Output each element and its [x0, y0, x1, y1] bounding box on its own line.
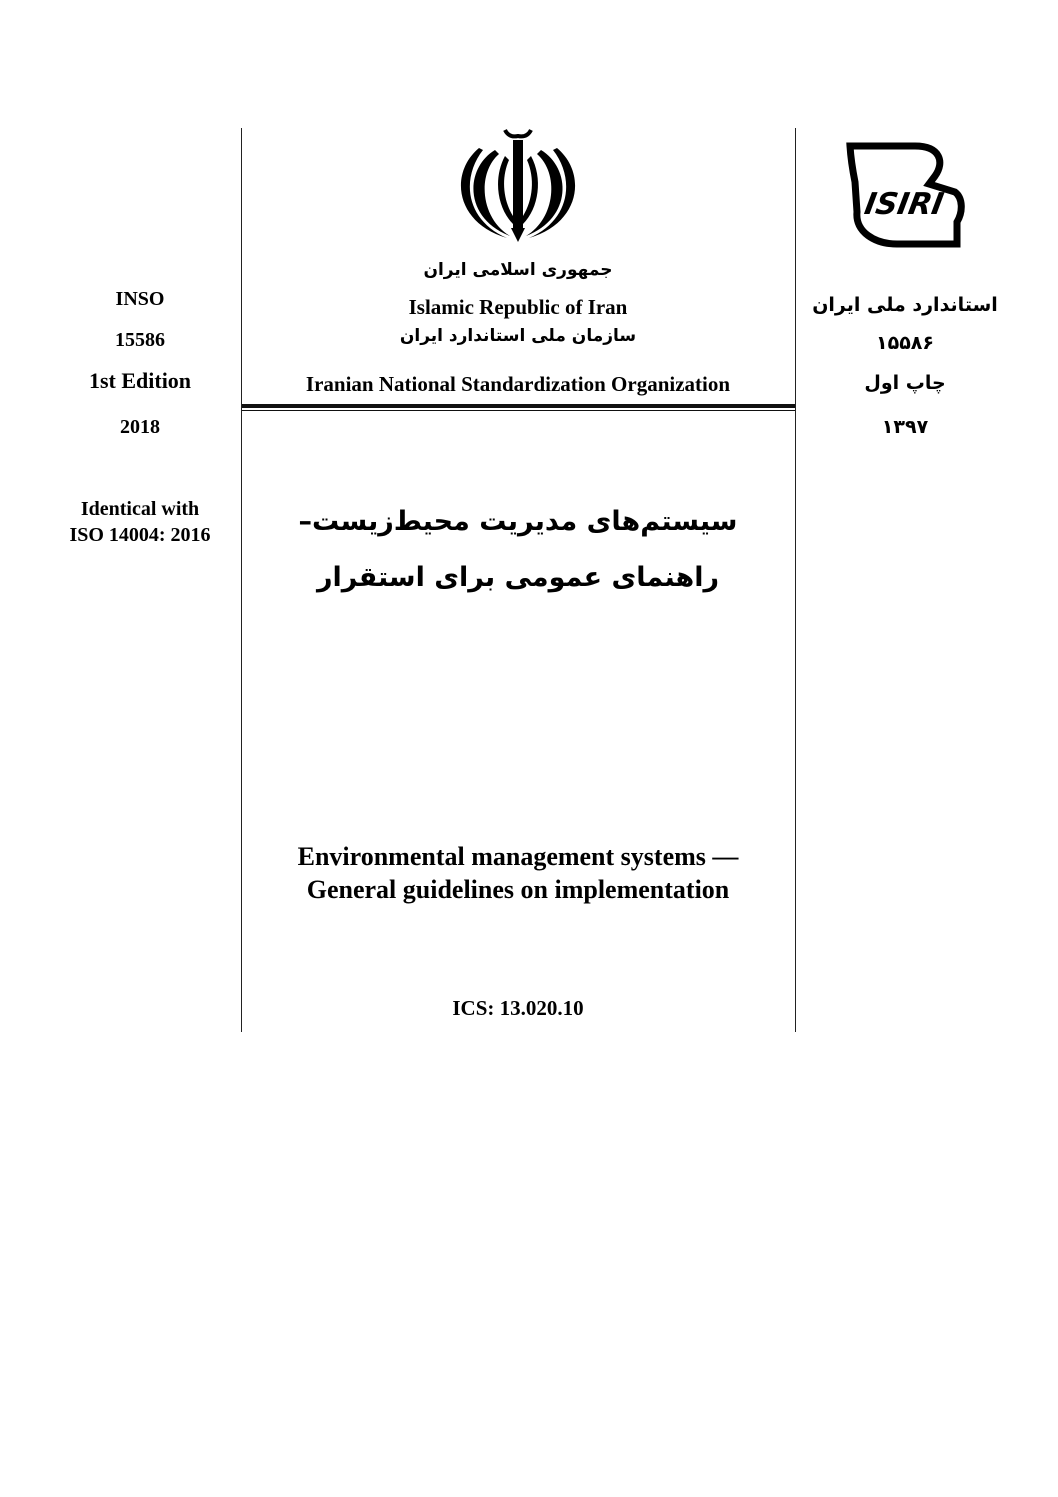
title-fa-line1: سیستم‌های مدیریت محیط‌زیست– [298, 506, 738, 537]
national-standard-fa: استاندارد ملی ایران [812, 294, 998, 316]
standard-code: INSO [115, 288, 165, 310]
org-name-en: Iranian National Standardization Organization [305, 372, 731, 396]
identical-label: Identical with [80, 498, 200, 520]
iran-emblem-icon [455, 128, 581, 246]
header-rule-thin [242, 410, 795, 411]
title-en-line1: Environmental management systems — [297, 842, 739, 871]
country-name-en: Islamic Republic of Iran [408, 295, 628, 319]
isiri-logo-icon [845, 142, 967, 248]
svg-text:ISIRI: ISIRI [861, 187, 947, 222]
edition: 1st Edition [88, 368, 192, 393]
ics-code: ICS: 13.020.10 [452, 996, 584, 1020]
identical-reference: ISO 14004: 2016 [69, 524, 211, 546]
year-fa: ۱۳۹۷ [881, 416, 929, 438]
right-divider [795, 128, 796, 1032]
edition-fa: چاپ اول [864, 372, 946, 394]
year: 2018 [120, 416, 160, 438]
standard-number: 15586 [115, 329, 165, 351]
title-fa-line2: راهنمای عمومی برای استقرار [316, 562, 720, 593]
country-name-fa: جمهوری اسلامی ایران [423, 260, 613, 280]
title-en-line2: General guidelines on implementation [306, 875, 730, 904]
org-name-fa: سازمان ملی استاندارد ایران [399, 326, 637, 346]
header-rule-thick [242, 404, 795, 408]
standard-number-fa: ۱۵۵۸۶ [876, 332, 934, 354]
